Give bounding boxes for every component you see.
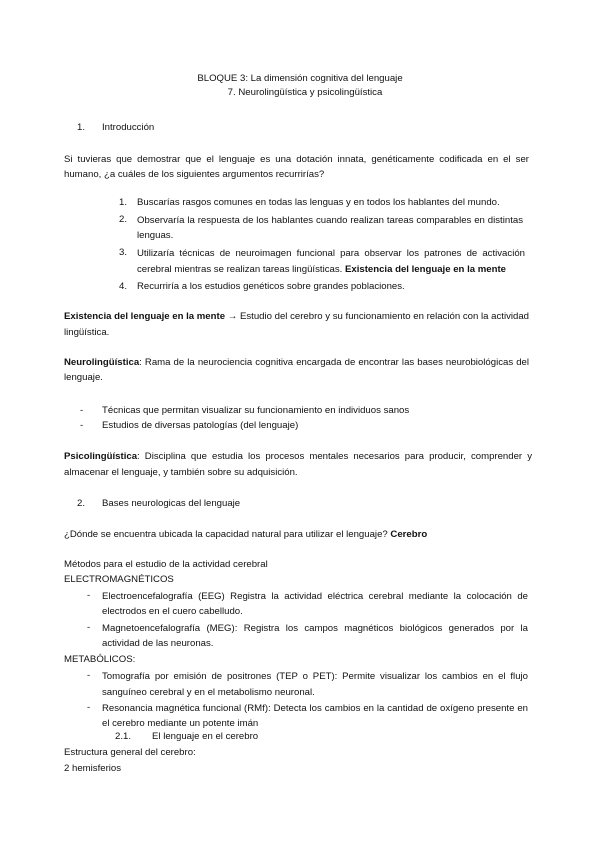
electro-item: Electroencefalografía (EEG) Registra la actividad eléctrica cerebral mediante la colocación de electrodos en el cuero cabelludo. (102, 591, 528, 617)
estructura-heading: Estructura general del cerebro: (64, 747, 196, 758)
bullet-dash: - (87, 670, 91, 681)
hemisferios-text: 2 hemisferios (64, 763, 122, 774)
existencia-definition: → Estudio del cerebro y su funcionamiento en relación con la actividad lingüística. (64, 311, 530, 338)
subsection-heading: El lenguaje en el cerebro (152, 731, 259, 742)
option-text: Observaría la respuesta de los hablantes cuando realizan tareas comparables en distintas lenguas. (137, 215, 523, 241)
bullet-dash: - (80, 420, 84, 431)
electro-heading: ELECTROMAGNÉTICOS (64, 574, 174, 585)
electro-item: Magnetoencefalografía (MEG): Registra los campos magnéticos biológicos generados por la actividad de las neuronas. (102, 623, 528, 649)
neuro-paragraph (64, 355, 529, 385)
option-text: Buscarías rasgos comunes en todas las lenguas y en todos los hablantes del mundo. (137, 197, 500, 208)
option-number: 2. (119, 214, 128, 225)
bullet-dash: - (87, 702, 91, 713)
option-3-text: Utilizaría técnicas de neuroimagen funcional para observar los patrones de activación cerebral mientras se realizan tareas lingüísticas. (137, 248, 525, 275)
bullet-dash: - (87, 622, 91, 633)
metodos-heading: Métodos para el estudio de la actividad cerebral (64, 559, 268, 570)
option-number: 1. (119, 197, 128, 208)
option-text (137, 246, 525, 278)
intro-question: Si tuvieras que demostrar que el lenguaje es una dotación innata, genéticamente codificada en el ser humano, ¿a cuáles de los siguientes argumentos recurrirías? (64, 154, 529, 180)
option-number: 4. (119, 281, 128, 292)
option-number: 3. (119, 247, 128, 258)
psico-paragraph (64, 449, 532, 481)
option-text: Recurriría a los estudios genéticos sobre grandes poblaciones. (137, 281, 405, 292)
neuro-bullet: Estudios de diversas patologías (del lenguaje) (102, 420, 299, 431)
section1-heading: Introducción (102, 122, 155, 133)
neuro-bullet: Técnicas que permitan visualizar su funcionamiento en individuos sanos (102, 405, 410, 416)
psico-term: Psicolingüística (64, 451, 138, 462)
donde-text: ¿Dónde se encuentra ubicada la capacidad natural para utilizar el lenguaje? (64, 529, 388, 540)
psico-definition: : Disciplina que estudia los procesos mentales necesarios para producir, comprender y almacenar el lenguaje, y también sobre su adquisición. (64, 451, 532, 478)
section2-number: 2. (77, 498, 86, 509)
neuro-definition: : Rama de la neurociencia cognitiva encargada de encontrar las bases neurobiológicas del lenguaje. (64, 357, 529, 383)
metab-item: Resonancia magnética funcional (RMf): Detecta los cambios en la cantidad de oxígeno presente en el cerebro mediante un potente imán (102, 703, 528, 729)
subsection-number: 2.1. (115, 731, 132, 742)
donde-question (64, 528, 427, 541)
neuro-term: Neurolingüística (64, 357, 140, 368)
metab-heading: METABÓLICOS: (64, 654, 136, 665)
bullet-dash: - (80, 405, 84, 416)
doc-title-line1: BLOQUE 3: La dimensión cognitiva del lenguaje (197, 73, 403, 84)
bullet-dash: - (87, 590, 91, 601)
option-3-answer: Existencia del lenguaje en la mente (344, 264, 506, 275)
section1-number: 1. (77, 122, 86, 133)
section2-heading: Bases neurologicas del lenguaje (102, 498, 241, 509)
metab-item: Tomografía por emisión de positrones (TEP o PET): Permite visualizar los cambios en el flujo sanguíneo cerebral y en el metabolismo neuronal. (102, 671, 528, 698)
existencia-term: Existencia del lenguaje en la mente (64, 311, 226, 322)
donde-answer: Cerebro (390, 529, 428, 540)
existencia-paragraph (64, 309, 529, 341)
doc-title-line2: 7. Neurolingüística y psicolingüística (227, 87, 383, 98)
